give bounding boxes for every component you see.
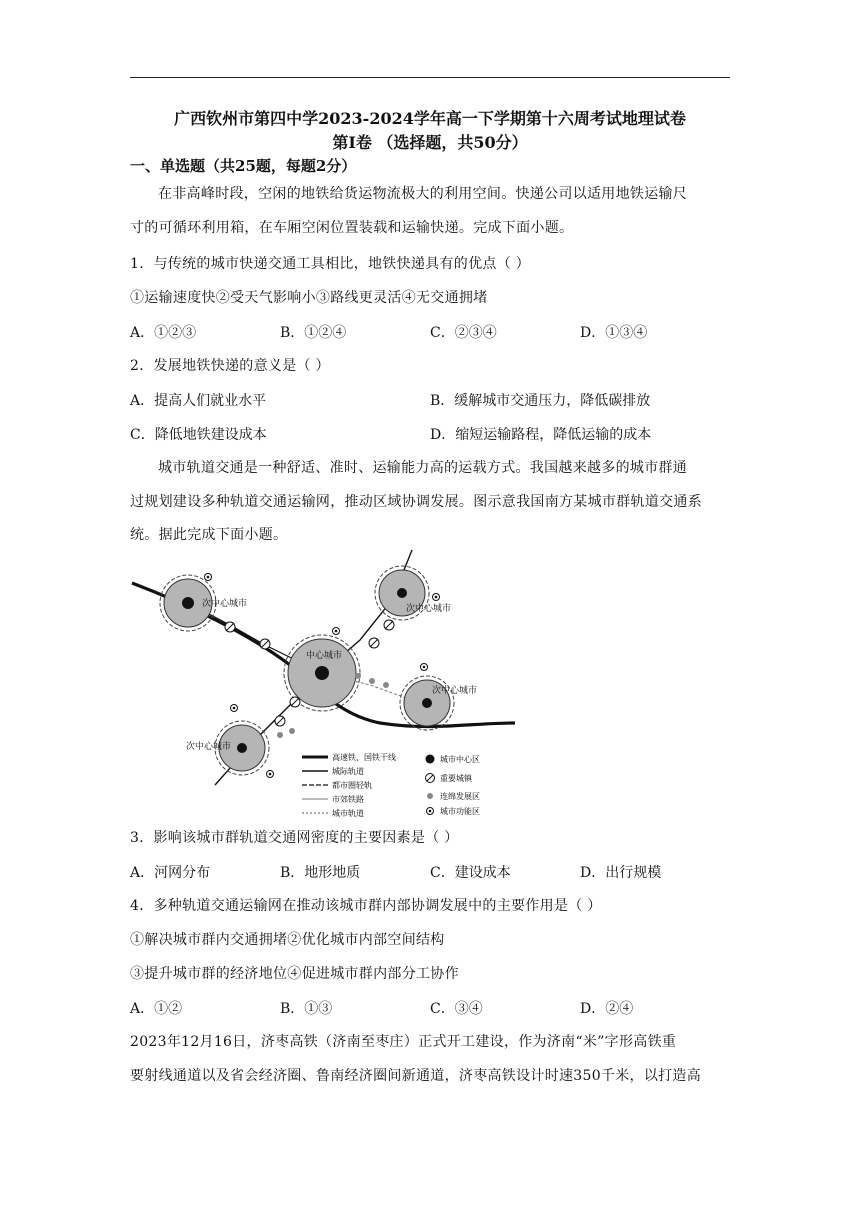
question-4-stem: 4．多种轨道交通运输网在推动该城市群内部协调发展中的主要作用是（ ） — [130, 898, 602, 914]
question-3-stem: 3．影响该城市群轨道交通网密度的主要因素是（ ） — [130, 830, 459, 846]
section-heading: 一、单选题（共25题，每题2分） — [130, 157, 357, 175]
passage-2-line-1: 城市轨道交通是一种舒适、准时、运输能力高的运载方式。我国越来越多的城市群通 — [158, 460, 688, 476]
city-nw-center — [182, 597, 194, 609]
legend-intercity: 城际轨道 — [332, 767, 364, 776]
legend-continuous-area: 连绵发展区 — [440, 792, 480, 801]
q4-option-b[interactable]: B．①③ — [280, 1001, 333, 1017]
q2-option-d[interactable]: D．缩短运输路程，降低运输的成本 — [430, 427, 652, 443]
q3-option-d[interactable]: D．出行规模 — [580, 865, 662, 881]
question-1-stem: 1．与传统的城市快递交通工具相比，地铁快递具有的优点（ ） — [130, 256, 531, 272]
legend-light-rail: 都市圈轻轨 — [332, 781, 372, 790]
question-4-items-2: ③提升城市群的经济地位④促进城市群内部分工协作 — [130, 966, 459, 982]
city-e-center — [422, 698, 432, 708]
q1-option-b[interactable]: B．①②④ — [280, 325, 347, 341]
q1-option-a[interactable]: A．①②③ — [130, 325, 197, 341]
legend-high-speed: 高速铁、国铁干线 — [332, 753, 396, 762]
center-city-center — [315, 666, 329, 680]
map-legend — [302, 752, 480, 818]
passage-3-line-2: 要射线通道以及省会经济圈、鲁南经济圈间新通道，济枣高铁设计时速350千米，以打造高 — [130, 1068, 702, 1084]
city-ne-center — [397, 588, 407, 598]
top-rule — [130, 77, 730, 78]
q3-option-a[interactable]: A．河网分布 — [130, 865, 211, 881]
passage-3-line-1: 2023年12月16日，济枣高铁（济南至枣庄）正式开工建设，作为济南“米”字形高铁重 — [130, 1034, 677, 1050]
legend-city-center: 城市中心区 — [440, 755, 480, 764]
city-e-label: 次中心城市 — [432, 686, 478, 696]
q3-option-c[interactable]: C．建设成本 — [430, 865, 511, 881]
question-2-options-row-1 — [130, 390, 730, 410]
legend-suburban: 市郊铁路 — [332, 795, 364, 804]
city-sw-center — [237, 743, 247, 753]
exam-title: 广西钦州市第四中学2023-2024学年高一下学期第十六周考试地理试卷 — [174, 109, 686, 128]
q4-option-d[interactable]: D．②④ — [580, 1001, 634, 1017]
question-1-options — [130, 322, 730, 342]
q2-option-c[interactable]: C．降低地铁建设成本 — [130, 427, 267, 443]
question-2-options-row-2 — [130, 424, 730, 444]
volume-title: 第I卷 （选择题，共50分） — [332, 133, 528, 152]
passage-1-line-1: 在非高峰时段，空闲的地铁给货运物流极大的利用空间。快递公司以适用地铁运输尺 — [158, 186, 688, 202]
q1-option-d[interactable]: D．①③④ — [580, 325, 648, 341]
q4-option-a[interactable]: A．①② — [130, 1001, 183, 1017]
rail-network-map — [130, 545, 530, 820]
q1-option-c[interactable]: C．②③④ — [430, 325, 497, 341]
city-sw-label: 次中心城市 — [186, 742, 232, 752]
q3-option-b[interactable]: B．地形地质 — [280, 865, 361, 881]
passage-2-line-3: 统。据此完成下面小题。 — [130, 527, 288, 543]
rail-network-figure — [130, 545, 530, 820]
legend-urban-rail: 城市轨道 — [332, 809, 364, 818]
q4-option-c[interactable]: C．③④ — [430, 1001, 483, 1017]
question-2-stem: 2．发展地铁快递的意义是（ ） — [130, 358, 330, 374]
city-ne-label: 次中心城市 — [406, 604, 452, 614]
question-1-items: ①运输速度快②受天气影响小③路线更灵活④无交通拥堵 — [130, 290, 488, 306]
legend-important-town: 重要城镇 — [440, 774, 472, 783]
passage-2-line-2: 过规划建设多种轨道交通运输网，推动区域协调发展。图示意我国南方某城市群轨道交通系 — [130, 494, 702, 510]
question-3-options — [130, 862, 730, 882]
center-city-label: 中心城市 — [306, 651, 343, 661]
q2-option-b[interactable]: B．缓解城市交通压力，降低碳排放 — [430, 393, 651, 409]
question-4-items-1: ①解决城市群内交通拥堵②优化城市内部空间结构 — [130, 932, 445, 948]
q2-option-a[interactable]: A．提高人们就业水平 — [130, 393, 267, 409]
city-nw-label: 次中心城市 — [202, 599, 248, 609]
passage-1-line-2: 寸的可循环利用箱，在车厢空闲位置装载和运输快递。完成下面小题。 — [130, 220, 574, 236]
legend-function-area: 城市功能区 — [440, 807, 480, 816]
question-4-options — [130, 998, 730, 1018]
